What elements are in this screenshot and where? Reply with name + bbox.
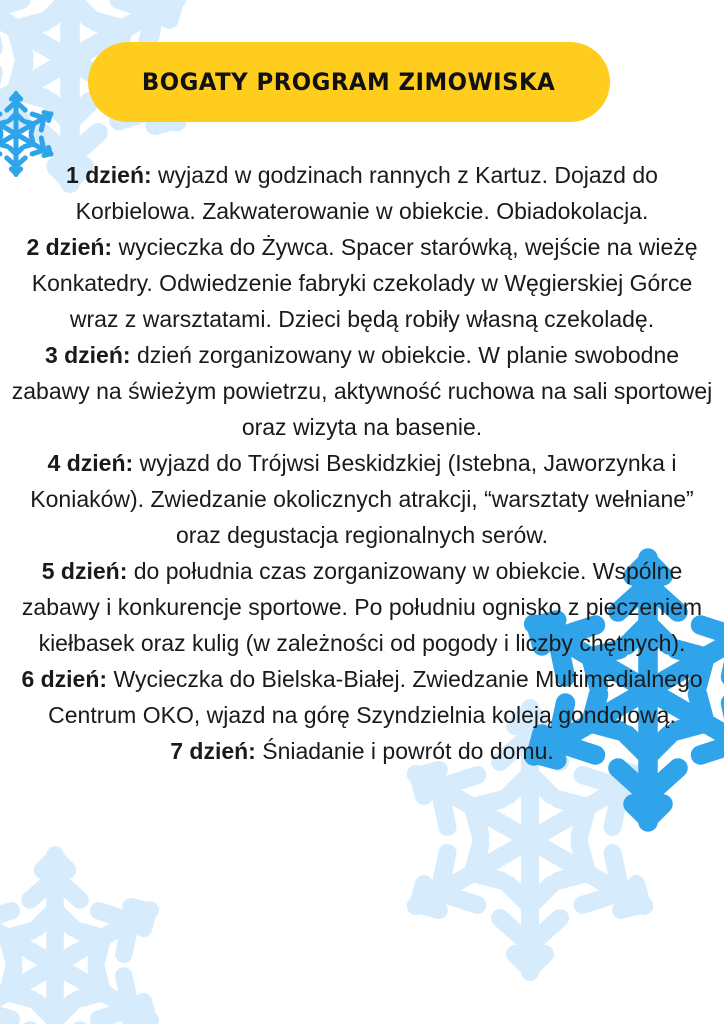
page-title: BOGATY PROGRAM ZIMOWISKA xyxy=(142,68,556,96)
day-text: Śniadanie i powrót do domu. xyxy=(255,738,554,764)
day-label: 6 dzień: xyxy=(21,666,108,692)
day-text: dzień zorganizowany w obiekcie. W planie swobodne zabawy na świeżym powietrzu, aktywność ruchowa na sali sportowej oraz wizyta na basenie. xyxy=(11,342,713,440)
day-label: 1 dzień: xyxy=(66,162,152,188)
day-item xyxy=(8,733,716,769)
day-label: 7 dzień: xyxy=(170,738,256,764)
day-item xyxy=(8,445,716,553)
day-item xyxy=(8,553,716,661)
day-item xyxy=(8,229,716,337)
day-text: wyjazd do Trójwsi Beskidzkiej (Istebna, Jaworzynka i Koniaków). Zwiedzanie okolicznych atrakcji, “warsztaty wełniane” oraz degustacja regionalnych serów. xyxy=(30,450,694,548)
day-label: 5 dzień: xyxy=(41,558,128,584)
day-label: 4 dzień: xyxy=(47,450,134,476)
day-text: do południa czas zorganizowany w obiekcie. Wspólne zabawy i konkurencje sportowe. Po południu ognisko z pieczeniem kiełbasek oraz kulig (w zależności od pogody i liczby chętnych). xyxy=(21,558,703,656)
day-text: Wycieczka do Bielska-Białej. Zwiedzanie Multimedialnego Centrum OKO, wjazd na górę Szyndzielnia koleją gondolową. xyxy=(48,666,703,728)
title-banner xyxy=(88,42,610,122)
snowflake-icon-bottom-left xyxy=(0,840,180,1024)
day-item xyxy=(8,661,716,733)
day-item xyxy=(8,337,716,445)
day-text: wyjazd w godzinach rannych z Kartuz. Dojazd do Korbielowa. Zakwaterowanie w obiekcie. Obiadokolacja. xyxy=(75,162,658,224)
program-list xyxy=(8,157,716,769)
day-item xyxy=(8,157,716,229)
day-text: wycieczka do Żywca. Spacer starówką, wejście na wieżę Konkatedry. Odwiedzenie fabryki czekolady w Węgierskiej Górce wraz z warsztatami. Dzieci będą robiły własną czekoladę. xyxy=(31,234,698,332)
day-label: 3 dzień: xyxy=(44,342,131,368)
day-label: 2 dzień: xyxy=(26,234,113,260)
